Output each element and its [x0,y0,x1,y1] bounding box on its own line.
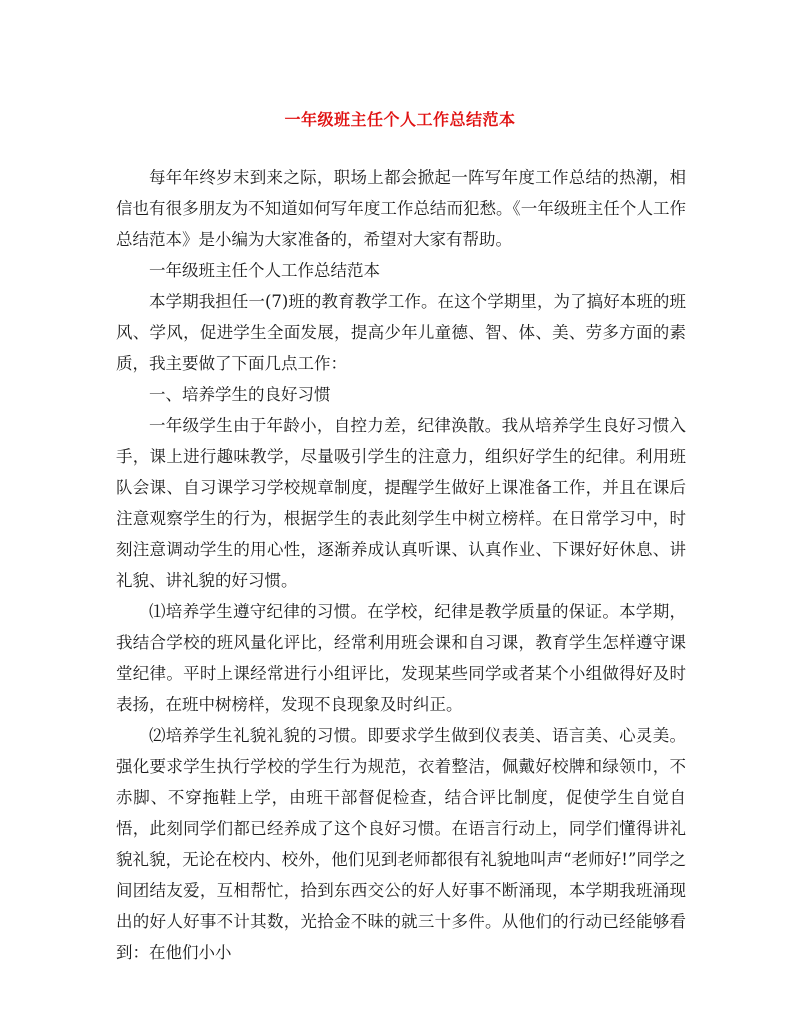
manners-paragraph: ⑵培养学生礼貌礼貌的习惯。即要求学生做到仪表美、语言美、心灵美。强化要求学生执行学校的学生行为规范，衣着整洁，佩戴好校牌和绿领巾，不赤脚、不穿拖鞋上学，由班干部督促检查，结合评比制度，促使学生自觉自悟，此刻同学们都已经养成了这个良好习惯。在语言行动上，同学们懂得讲礼貌礼貌，无论在校内、校外，他们见到老师都很有礼貌地叫声“老师好!”同学之间团结友爱，互相帮忙，拾到东西交公的好人好事不断涌现，本学期我班涌现出的好人好事不计其数，光拾金不昧的就三十多件。从他们的行动已经能够看到：在他们小小 [116,726,686,962]
section-heading: 一、培养学生的良好习惯 [149,385,331,404]
intro-paragraph: 每年年终岁末到来之际，职场上都会掀起一阵写年度工作总结的热潮，相信也有很多朋友为不知道如何写年度工作总结而犯愁。《一年级班主任个人工作总结范本》是小编为大家准备的，希望对大家有帮助。 [116,168,686,249]
document-title: 一年级班主任个人工作总结范本 [284,110,516,129]
discipline-paragraph: ⑴培养学生遵守纪律的习惯。在学校，纪律是教学质量的保证。本学期，我结合学校的班风量化评比，经常利用班会课和自习课，教育学生怎样遵守课堂纪律。平时上课经常进行小组评比，发现某些同学或者某个小组做得好及时表扬，在班中树榜样，发现不良现象及时纠正。 [116,602,686,714]
subtitle-paragraph: 一年级班主任个人工作总结范本 [149,261,380,280]
habits-paragraph: 一年级学生由于年龄小，自控力差，纪律涣散。我从培养学生良好习惯入手，课上进行趣味教学，尽量吸引学生的注意力，组织好学生的纪律。利用班队会课、自习课学习学校规章制度，提醒学生做好上课准备工作，并且在课后注意观察学生的行为，根据学生的表此刻学生中树立榜样。在日常学习中，时刻注意调动学生的用心性，逐渐养成认真听课、认真作业、下课好好休息、讲礼貌、讲礼貌的好习惯。 [116,416,686,590]
document-body [116,162,686,968]
overview-paragraph: 本学期我担任一(7)班的教育教学工作。在这个学期里，为了搞好本班的班风、学风，促进学生全面发展，提高少年儿童德、智、体、美、劳多方面的素质，我主要做了下面几点工作： [116,292,686,373]
